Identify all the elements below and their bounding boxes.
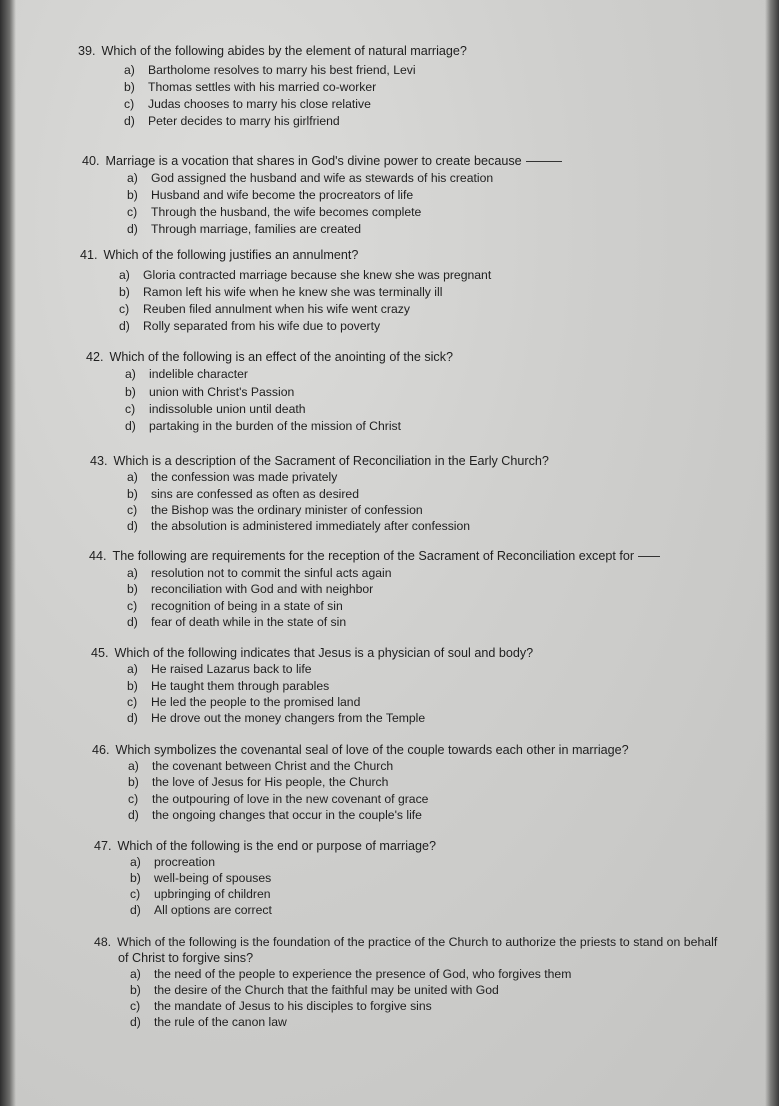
option-text: Gloria contracted marriage because she knew she was pregnant (143, 268, 492, 282)
option-letter: a) (127, 662, 138, 676)
option-text: Through the husband, the wife becomes complete (151, 205, 422, 219)
answer-blank (638, 556, 660, 557)
option-d[interactable] (125, 418, 401, 434)
option-text: He taught them through parables (151, 679, 330, 693)
option-text: the absolution is administered immediately after confession (151, 519, 471, 533)
option-b[interactable] (119, 284, 442, 300)
option-letter: b) (119, 285, 130, 299)
question-stem: The following are requirements for the reception of the Sacrament of Reconciliation except for (112, 549, 635, 563)
option-a[interactable] (127, 469, 337, 485)
question-text (94, 934, 718, 950)
question-text (82, 153, 702, 169)
option-letter: d) (127, 519, 138, 533)
option-text: Bartholome resolves to marry his best friend, Levi (148, 63, 416, 77)
option-text: Ramon left his wife when he knew she was terminally ill (143, 285, 443, 299)
option-text: Reuben filed annulment when his wife went crazy (143, 302, 410, 316)
option-text: indelible character (149, 367, 248, 381)
option-c[interactable] (125, 401, 306, 417)
option-letter: a) (127, 566, 138, 580)
option-letter: b) (130, 871, 141, 885)
option-d[interactable] (127, 614, 346, 630)
option-letter: b) (127, 679, 138, 693)
option-text: procreation (154, 855, 215, 869)
option-letter: a) (119, 268, 130, 282)
option-b[interactable] (127, 486, 359, 502)
option-text: Thomas settles with his married co-worker (148, 80, 377, 94)
option-text: God assigned the husband and wife as stewards of his creation (151, 171, 494, 185)
option-letter: a) (125, 367, 136, 381)
question-number: 45. (91, 646, 109, 660)
option-a[interactable] (119, 267, 491, 283)
option-text: He led the people to the promised land (151, 695, 361, 709)
option-c[interactable] (128, 791, 428, 807)
question-stem: Which of the following abides by the element of natural marriage? (101, 44, 467, 58)
option-text: Husband and wife become the procreators of life (151, 188, 414, 202)
option-text: the love of Jesus for His people, the Church (152, 775, 389, 789)
question-text (90, 453, 710, 469)
option-text: Judas chooses to marry his close relative (148, 97, 371, 111)
option-text: indissoluble union until death (149, 402, 306, 416)
option-c[interactable] (127, 204, 421, 220)
page-edge-left (0, 0, 16, 1106)
option-text: the confession was made privately (151, 470, 338, 484)
option-text: union with Christ's Passion (149, 385, 295, 399)
option-letter: b) (127, 487, 138, 501)
option-b[interactable] (124, 79, 376, 95)
option-text: the Bishop was the ordinary minister of confession (151, 503, 423, 517)
option-d[interactable] (127, 518, 470, 534)
option-text: Through marriage, families are created (151, 222, 361, 236)
option-c[interactable] (119, 301, 410, 317)
option-text: Peter decides to marry his girlfriend (148, 114, 340, 128)
answer-blank (526, 161, 562, 162)
question-number: 39. (78, 44, 96, 58)
option-d[interactable] (119, 318, 380, 334)
option-letter: a) (130, 967, 141, 981)
option-c[interactable] (127, 502, 423, 518)
question-number: 40. (82, 154, 100, 168)
option-text: reconciliation with God and with neighbor (151, 582, 374, 596)
option-b[interactable] (125, 384, 294, 400)
option-letter: c) (128, 792, 139, 806)
option-letter: c) (127, 599, 138, 613)
option-text: upbringing of children (154, 887, 271, 901)
question-stem: Which symbolizes the covenantal seal of love of the couple towards each other in marriage? (115, 743, 629, 757)
option-text: the desire of the Church that the faithful may be united with God (154, 983, 499, 997)
question-text-line2: of Christ to forgive sins? (118, 951, 254, 965)
option-letter: c) (130, 887, 141, 901)
question-text (78, 43, 698, 59)
question-text (80, 247, 700, 263)
question-stem: Which of the following is the end or purpose of marriage? (117, 839, 437, 853)
option-letter: b) (125, 385, 136, 399)
option-text: fear of death while in the state of sin (151, 615, 347, 629)
option-d[interactable] (130, 1014, 287, 1030)
option-letter: d) (127, 615, 138, 629)
option-c[interactable] (127, 694, 360, 710)
option-a[interactable] (125, 366, 248, 382)
option-letter: c) (130, 999, 141, 1013)
option-c[interactable] (127, 598, 343, 614)
option-letter: d) (125, 419, 136, 433)
option-c[interactable] (130, 998, 432, 1014)
option-text: the ongoing changes that occur in the couple's life (152, 808, 422, 822)
option-a[interactable] (128, 758, 393, 774)
option-letter: d) (127, 222, 138, 236)
option-letter: d) (128, 808, 139, 822)
option-letter: d) (127, 711, 138, 725)
option-letter: c) (127, 205, 138, 219)
option-letter: b) (127, 188, 138, 202)
option-letter: a) (127, 470, 138, 484)
question-number: 46. (92, 743, 110, 757)
question-stem: Which is a description of the Sacrament of Reconciliation in the Early Church? (113, 454, 549, 468)
option-d[interactable] (127, 710, 425, 726)
option-letter: c) (127, 695, 138, 709)
question-stem: Which of the following is the foundation of the practice of the Church to authorize the priests to stand on behalf (117, 935, 718, 949)
option-letter: b) (124, 80, 135, 94)
question-text (89, 548, 709, 564)
option-a[interactable] (124, 62, 416, 78)
option-d[interactable] (130, 902, 272, 918)
option-a[interactable] (127, 565, 392, 581)
option-letter: a) (128, 759, 139, 773)
option-text: resolution not to commit the sinful acts again (151, 566, 392, 580)
question-stem: Which of the following justifies an annulment? (103, 248, 359, 262)
option-letter: c) (119, 302, 130, 316)
question-text (94, 838, 714, 854)
option-b[interactable] (127, 678, 329, 694)
question-stem: Which of the following is an effect of the anointing of the sick? (109, 350, 454, 364)
option-letter: a) (124, 63, 135, 77)
option-text: recognition of being in a state of sin (151, 599, 343, 613)
option-c[interactable] (130, 886, 271, 902)
option-a[interactable] (127, 170, 493, 186)
question-text (92, 742, 712, 758)
question-number: 43. (90, 454, 108, 468)
page-edge-right (765, 0, 779, 1106)
question-stem: Marriage is a vocation that shares in God's divine power to create because (105, 154, 522, 168)
option-letter: c) (127, 503, 138, 517)
option-text: well-being of spouses (154, 871, 272, 885)
question-stem: Which of the following indicates that Jesus is a physician of soul and body? (114, 646, 534, 660)
option-letter: d) (130, 903, 141, 917)
option-text: sins are confessed as often as desired (151, 487, 359, 501)
question-text (91, 645, 711, 661)
option-d[interactable] (124, 113, 340, 129)
option-letter: a) (130, 855, 141, 869)
option-letter: c) (124, 97, 135, 111)
option-letter: a) (127, 171, 138, 185)
question-number: 42. (86, 350, 104, 364)
option-a[interactable] (130, 966, 571, 982)
option-b[interactable] (127, 581, 373, 597)
option-b[interactable] (127, 187, 413, 203)
option-c[interactable] (124, 96, 371, 112)
option-text: the rule of the canon law (154, 1015, 287, 1029)
option-text: the outpouring of love in the new covenant of grace (152, 792, 429, 806)
option-text: the mandate of Jesus to his disciples to forgive sins (154, 999, 432, 1013)
question-text (86, 349, 706, 365)
option-a[interactable] (130, 854, 215, 870)
option-letter: b) (128, 775, 139, 789)
option-letter: d) (119, 319, 130, 333)
question-number: 44. (89, 549, 107, 563)
question-number: 47. (94, 839, 112, 853)
option-text: He drove out the money changers from the Temple (151, 711, 426, 725)
option-b[interactable] (128, 774, 388, 790)
option-letter: b) (127, 582, 138, 596)
option-text: partaking in the burden of the mission of Christ (149, 419, 402, 433)
option-text: He raised Lazarus back to life (151, 662, 312, 676)
option-a[interactable] (127, 661, 312, 677)
option-text: the covenant between Christ and the Church (152, 759, 394, 773)
option-d[interactable] (127, 221, 361, 237)
option-letter: d) (124, 114, 135, 128)
option-text: All options are correct (154, 903, 272, 917)
option-text: Rolly separated from his wife due to poverty (143, 319, 381, 333)
option-b[interactable] (130, 982, 499, 998)
question-number: 48. (94, 935, 112, 949)
option-b[interactable] (130, 870, 271, 886)
option-letter: b) (130, 983, 141, 997)
option-text: the need of the people to experience the presence of God, who forgives them (154, 967, 572, 981)
question-number: 41. (80, 248, 98, 262)
option-letter: d) (130, 1015, 141, 1029)
option-d[interactable] (128, 807, 422, 823)
option-letter: c) (125, 402, 136, 416)
